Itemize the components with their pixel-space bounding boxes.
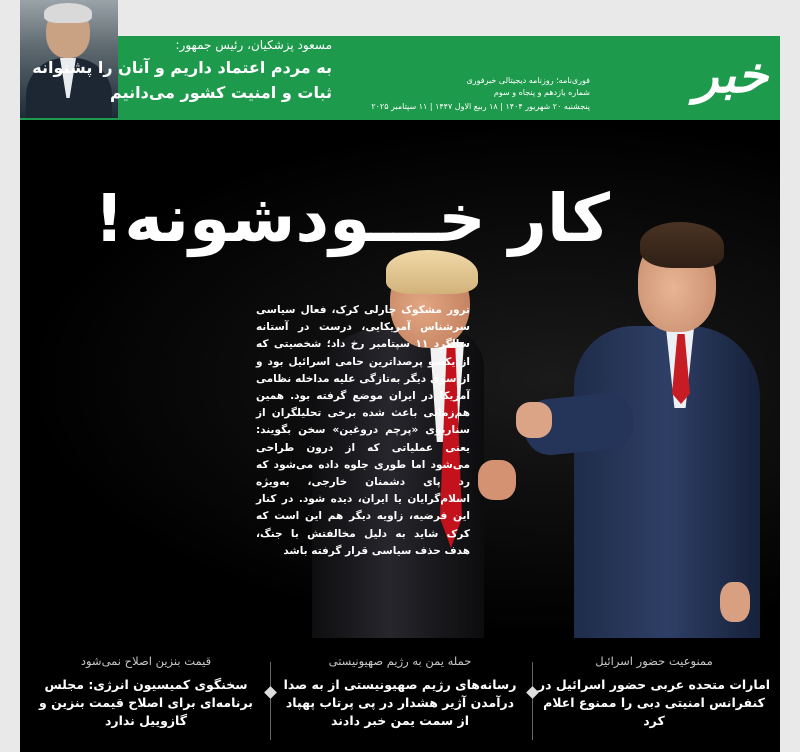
news-item[interactable] [536,654,772,730]
newspaper-front-page [20,0,780,752]
news-title[interactable]: رسانه‌های رژیم صهیونیستی از به صدا درآمدن آژیر هشدار در پی پرتاب پهپاد از سمت یمن خبر دادند [283,677,517,728]
news-kicker: قیمت بنزین اصلاح نمی‌شود [80,654,212,668]
quote-line-2: ثبات و امنیت کشور می‌دانیم [110,83,332,102]
logo-subtitle: فوری‌نامه؛ روزنامه دیجیتالی خبرفوری [466,76,590,85]
news-item[interactable] [282,654,518,730]
diamond-bullet-icon [264,686,277,699]
fist-bump [516,402,552,438]
masthead [20,0,780,120]
news-title[interactable]: سخنگوی کمیسیون انرژی: مجلس برنامه‌ای برای اصلاح قیمت بنزین و گازوییل ندارد [39,677,253,728]
quote-line-1: به مردم اعتماد داریم و آنان را پشتوانه [32,58,332,77]
news-kicker: ممنوعیت حضور اسرائیل [595,654,713,668]
news-item[interactable] [28,654,264,730]
lead-paragraph: ترور مشکوک چارلی کرک، فعال سیاسی سرشناس آمریکایی، درست در آستانه سالگرد ۱۱ سپتامبر رخ داد؛ شخصیتی که از یکسو پرصداترین حامی اسرائیل بود و از سوی دیگر به‌تازگی علیه مداخله نظامی آمریکا در ایران موضع گرفته بود. همین هم‌زمانی باعث شده برخی تحلیلگران از سناریوی «پرچم دروغین» سخن بگویند: یعنی عملیاتی که از درون طراحی می‌شود اما طوری جلوه داده می‌شود که رد پای دشمنان خارجی، به‌ویژه اسلام‌گرایان یا ایران، دیده شود. در کنار این فرضیه، زاویه دیگر هم این است که کرک شاید به دلیل مخالفتش با جنگ، هدف حذف سیاسی قرار گرفته باشد [256,304,470,557]
news-title[interactable]: امارات متحده عربی حضور اسرائیل در کنفرانس امنیتی دبی را ممنوع اعلام کرد [537,677,771,728]
divider [270,662,271,740]
news-kicker: حمله یمن به رژیم صهیونیستی [328,654,472,668]
divider [532,662,533,740]
issue-date: پنجشنبه ۲۰ شهریور ۱۴۰۴ | ۱۸ ربیع الاول ۱۴۴۷ | ۱۱ سپتامبر ۲۰۲۵ [371,102,590,111]
newspaper-logo[interactable]: خبر [694,45,768,104]
issue-number: شماره یازدهم و پنجاه و سوم [493,88,590,97]
lead-article [256,302,470,560]
main-headline[interactable]: کار خـــودشونه! [94,180,610,257]
quote-attribution: مسعود پزشکیان، رئیس جمهور: [175,38,332,52]
news-strip [20,638,780,752]
